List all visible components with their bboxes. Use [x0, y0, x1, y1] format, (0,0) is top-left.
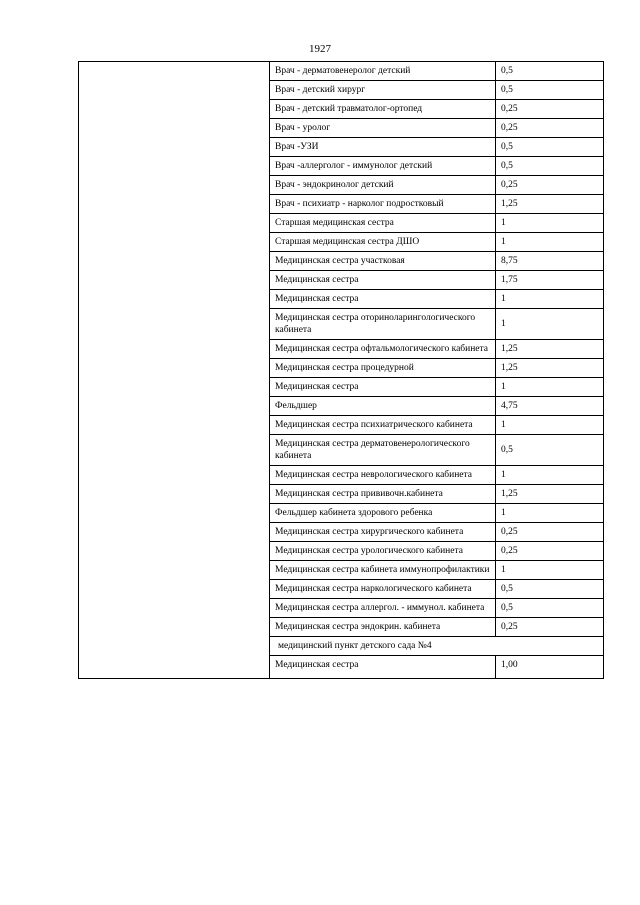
position-cell: Медицинская сестра наркологического кабинета	[270, 580, 496, 599]
rate-cell: 1,25	[496, 359, 604, 378]
position-cell: Медицинская сестра дерматовенерологического кабинета	[270, 435, 496, 466]
rate-cell: 1	[496, 378, 604, 397]
empty-department-cell	[79, 62, 270, 679]
rate-cell: 1	[496, 290, 604, 309]
position-cell: Медицинская сестра участковая	[270, 252, 496, 271]
rate-cell: 0,25	[496, 176, 604, 195]
staff-table	[78, 61, 634, 679]
position-cell: Медицинская сестра	[270, 290, 496, 309]
position-cell: Медицинская сестра урологического кабинета	[270, 542, 496, 561]
position-cell: Медицинская сестра	[270, 656, 496, 679]
position-cell: Врач - детский травматолог-ортопед	[270, 100, 496, 119]
position-cell: Врач -УЗИ	[270, 138, 496, 157]
cut-off-column-cell	[604, 62, 635, 679]
position-cell: Старшая медицинская сестра ДШО	[270, 233, 496, 252]
rate-cell: 1	[496, 416, 604, 435]
position-cell: Врач -аллерголог - иммунолог детский	[270, 157, 496, 176]
rate-cell: 1	[496, 309, 604, 340]
position-cell: Медицинская сестра офтальмологического кабинета	[270, 340, 496, 359]
position-cell: Фельдшер	[270, 397, 496, 416]
position-cell: Врач - эндокринолог детский	[270, 176, 496, 195]
rate-cell: 0,5	[496, 81, 604, 100]
rate-cell: 0,5	[496, 62, 604, 81]
rate-cell: 1	[496, 561, 604, 580]
rate-cell: 1	[496, 466, 604, 485]
rate-cell: 0,5	[496, 580, 604, 599]
position-cell: Медицинская сестра	[270, 271, 496, 290]
position-cell: Медицинская сестра психиатрического кабинета	[270, 416, 496, 435]
position-cell: Медицинская сестра оториноларингологического кабинета	[270, 309, 496, 340]
rate-cell: 1,75	[496, 271, 604, 290]
rate-cell: 0,5	[496, 599, 604, 618]
position-cell: Медицинская сестра неврологического кабинета	[270, 466, 496, 485]
position-cell: Медицинская сестра кабинета иммунопрофилактики	[270, 561, 496, 580]
rate-cell: 0,5	[496, 435, 604, 466]
rate-cell: 1	[496, 504, 604, 523]
rate-cell: 0,5	[496, 138, 604, 157]
rate-cell: 1,25	[496, 485, 604, 504]
position-cell: Врач - психиатр - нарколог подростковый	[270, 195, 496, 214]
rate-cell: 0,5	[496, 157, 604, 176]
position-cell: Старшая медицинская сестра	[270, 214, 496, 233]
rate-cell: 1,00	[496, 656, 604, 679]
position-cell: Медицинская сестра хирургического кабинета	[270, 523, 496, 542]
page-number: 1927	[309, 43, 331, 55]
rate-cell: 1	[496, 233, 604, 252]
position-cell: Медицинская сестра процедурной	[270, 359, 496, 378]
position-cell: Медицинская сестра аллергол. - иммунол. кабинета	[270, 599, 496, 618]
rate-cell: 0,25	[496, 542, 604, 561]
position-cell: Врач - уролог	[270, 119, 496, 138]
table-row	[79, 62, 635, 81]
rate-cell: 0,25	[496, 119, 604, 138]
position-cell: Медицинская сестра эндокрин. кабинета	[270, 618, 496, 637]
position-cell: Медицинская сестра прививочн.кабинета	[270, 485, 496, 504]
position-cell: Фельдшер кабинета здорового ребенка	[270, 504, 496, 523]
rate-cell: 4,75	[496, 397, 604, 416]
rate-cell: 8,75	[496, 252, 604, 271]
rate-cell: 0,25	[496, 523, 604, 542]
section-title: медицинский пункт детского сада №4	[270, 637, 604, 656]
rate-cell: 0,25	[496, 100, 604, 119]
position-cell: Врач - дерматовенеролог детский	[270, 62, 496, 81]
position-cell: Медицинская сестра	[270, 378, 496, 397]
rate-cell: 1,25	[496, 340, 604, 359]
rate-cell: 0,25	[496, 618, 604, 637]
rate-cell: 1	[496, 214, 604, 233]
position-cell: Врач - детский хирург	[270, 81, 496, 100]
rate-cell: 1,25	[496, 195, 604, 214]
